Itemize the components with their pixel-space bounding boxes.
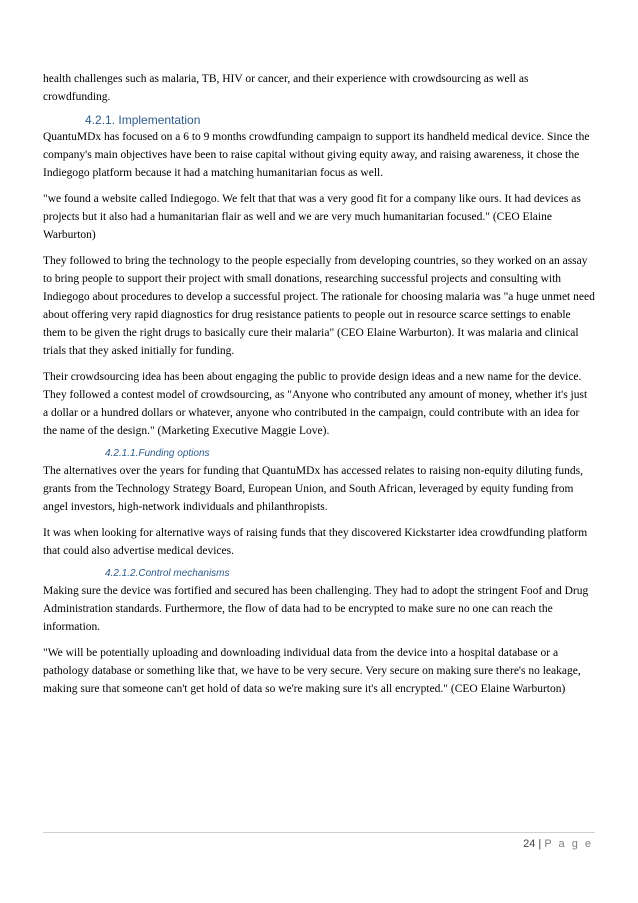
document-page [43,70,595,698]
paragraph: QuantuMDx has focused on a 6 to 9 months crowdfunding campaign to support its handheld medical device. Since the company's main objectives have been to raise capital without giving equity away, and raising awareness, it chose the Indiegogo platform because it had a matching humanitarian focus as well. [43,131,590,179]
paragraph: It was when looking for alternative ways of raising funds that they discovered Kickstarter idea crowdfunding platform that could also advertise medical devices. [43,527,588,557]
page-label: P a g e [544,838,593,850]
subsection-heading-control-mechanisms: 4.2.1.2.Control mechanisms [105,568,230,579]
page-number: 24 [523,838,536,850]
paragraph: The alternatives over the years for funding that QuantuMDx has accessed relates to raising non-equity diluting funds, grants from the Technology Strategy Board, European Union, and South African, leveraged by equity funding from angel investors, high-network individuals and philanthropists. [43,465,584,513]
quote-paragraph: "We will be potentially uploading and downloading individual data from the device into a hospital database or a pathology database or something like that, we have to be very secure. Very secure on making sure there's no leakage, making sure that someone can't get hold of data so we're making sure it's all encrypted." (CEO Elaine Warburton) [43,647,581,695]
paragraph: They followed to bring the technology to the people especially from developing countries, so they worked on an assay to bring people to support their project with small donations, researching successful projects and consulting with Indiegogo about procedures to develop a successful project. The rationale for choosing malaria was "a huge unmet need about offering very rapid diagnostics for drug resistance patients to people out in resource scarce settings to enable them to be given the right drugs to basically cure their malaria" (CEO Elaine Warburton). It was malaria and clinical trials that they asked initially for funding. [43,255,595,357]
footer-divider [43,832,595,833]
paragraph: Their crowdsourcing idea has been about engaging the public to provide design ideas and a new name for the device. They followed a contest model of crowdsourcing, as "Anyone who contributed any amount of money, whether it's just a dollar or a hundred dollars or whatever, anyone who contributed in the campaign, could contribute with an idea for the name of the design." (Marketing Executive Maggie Love). [43,371,588,437]
page-footer [523,838,593,850]
section-heading-implementation: 4.2.1. Implementation [85,113,201,127]
paragraph: Making sure the device was fortified and secured has been challenging. They had to adopt the stringent Foof and Drug Administration standards. Furthermore, the flow of data had to be encrypted to make sure no one can reach the information. [43,585,589,633]
footer-separator: | [538,838,542,850]
quote-paragraph: "we found a website called Indiegogo. We felt that that was a very good fit for a company like ours. It had devices as projects but it also had a humanitarian flair as well and we are very much humanitarian focused." (CEO Elaine Warburton) [43,193,581,241]
subsection-heading-funding-options: 4.2.1.1.Funding options [105,448,210,459]
paragraph: health challenges such as malaria, TB, HIV or cancer, and their experience with crowdsourcing as well as crowdfunding. [43,73,529,103]
